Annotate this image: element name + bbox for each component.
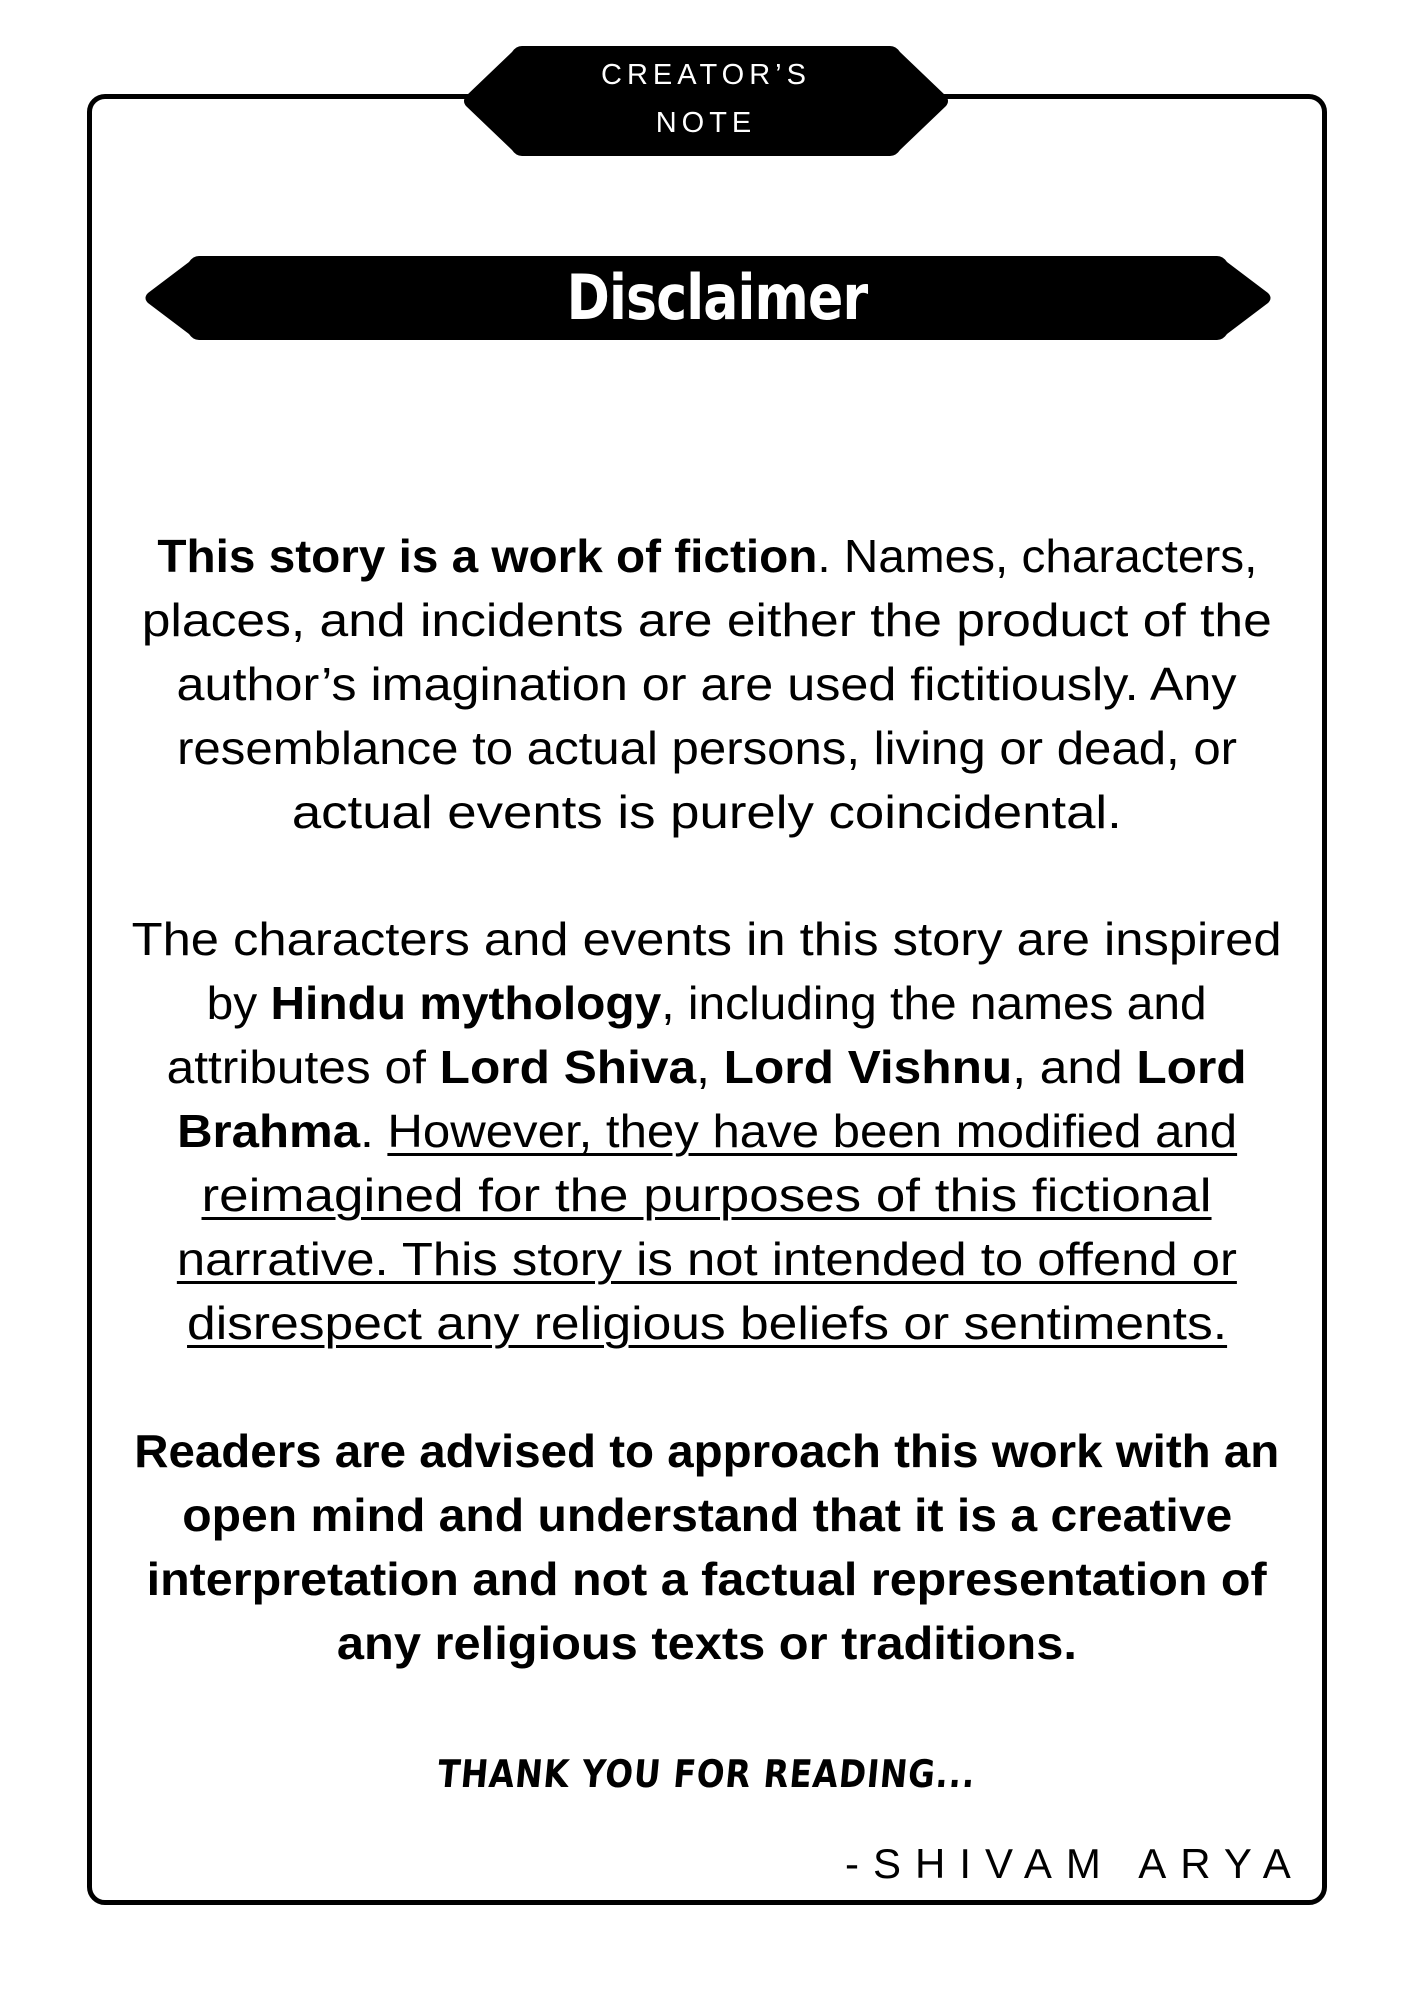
underlined-text: disrespect any religious beliefs or sentiments. xyxy=(186,1297,1228,1349)
line-text xyxy=(167,1035,1247,1099)
line-text xyxy=(292,780,1122,844)
bold-text: any religious texts or traditions. xyxy=(337,1617,1077,1669)
bold-text: open mind and understand that it is a creative xyxy=(181,1489,1233,1541)
text-segment: , xyxy=(696,1041,725,1093)
line-text xyxy=(177,652,1237,716)
text-segment: The characters and events in this story are inspired xyxy=(131,913,1283,965)
line-text xyxy=(177,1227,1237,1291)
line-text xyxy=(202,1163,1212,1227)
text-segment: , including the names and xyxy=(661,977,1207,1029)
text-segment: by xyxy=(206,977,271,1029)
thank-you-text: THANK YOU FOR READING... xyxy=(436,1752,978,1796)
line-text xyxy=(132,907,1282,971)
paragraph-3-line xyxy=(100,1419,1314,1483)
bold-text: Lord Vishnu xyxy=(724,1041,1013,1093)
bold-text: Hindu mythology xyxy=(270,977,662,1029)
line-text xyxy=(177,1099,1237,1163)
line-text xyxy=(157,524,1257,588)
paragraph-2-line xyxy=(100,1291,1314,1355)
text-segment: actual events is purely coincidental. xyxy=(292,786,1122,838)
underlined-text: However, they have been modified and xyxy=(387,1105,1238,1157)
bold-text: This story is a work of fiction xyxy=(156,530,817,582)
paragraph-1-line xyxy=(100,652,1314,716)
paragraph-2-line xyxy=(100,907,1314,971)
line-text xyxy=(187,1291,1227,1355)
paragraph-1-line xyxy=(100,524,1314,588)
paragraph-2-line xyxy=(100,1227,1314,1291)
text-segment: , and xyxy=(1012,1041,1137,1093)
bold-text: Lord Shiva xyxy=(440,1041,697,1093)
thank-you-message xyxy=(100,1750,1314,1798)
paragraph-1-line xyxy=(100,716,1314,780)
paragraph-1-line xyxy=(100,780,1314,844)
bold-text: Readers are advised to approach this work with an xyxy=(134,1425,1280,1477)
line-text xyxy=(182,1483,1232,1547)
bold-text: Lord xyxy=(1136,1041,1248,1093)
underlined-text: reimagined for the purposes of this fictional xyxy=(201,1169,1212,1221)
paragraph-2-line xyxy=(100,1099,1314,1163)
text-segment: places, and incidents are either the product of the xyxy=(141,594,1273,646)
bold-text: Brahma xyxy=(176,1105,361,1157)
badge-label-line2: NOTE xyxy=(655,107,757,139)
text-segment: attributes of xyxy=(166,1041,441,1093)
line-text xyxy=(337,1611,1077,1675)
text-segment: . xyxy=(360,1105,388,1157)
paragraph-2-line xyxy=(100,971,1314,1035)
text-segment: author’s imagination or are used fictitiously. Any xyxy=(177,658,1237,710)
underlined-text: narrative. This story is not intended to offend or xyxy=(176,1233,1238,1285)
line-text xyxy=(134,1419,1279,1483)
badge-label-line1: CREATOR’S xyxy=(601,59,811,91)
page-title: Disclaimer xyxy=(566,261,868,334)
paragraph-2-line xyxy=(100,1035,1314,1099)
line-text xyxy=(177,716,1237,780)
creators-note-badge xyxy=(464,46,948,156)
text-segment: . Names, characters, xyxy=(816,530,1258,582)
line-text xyxy=(207,971,1207,1035)
text-segment: resemblance to actual persons, living or dead, or xyxy=(177,722,1237,774)
disclaimer-banner xyxy=(145,256,1271,340)
line-text xyxy=(142,588,1272,652)
paragraph-2-line xyxy=(100,1163,1314,1227)
author-signature: -SHIVAM ARYA xyxy=(845,1840,1305,1887)
paragraph-3-line xyxy=(100,1483,1314,1547)
paragraph-1-line xyxy=(100,588,1314,652)
paragraph-3-line xyxy=(100,1611,1314,1675)
bold-text: interpretation and not a factual representation of xyxy=(146,1553,1267,1605)
line-text xyxy=(147,1547,1267,1611)
paragraph-3-line xyxy=(100,1547,1314,1611)
